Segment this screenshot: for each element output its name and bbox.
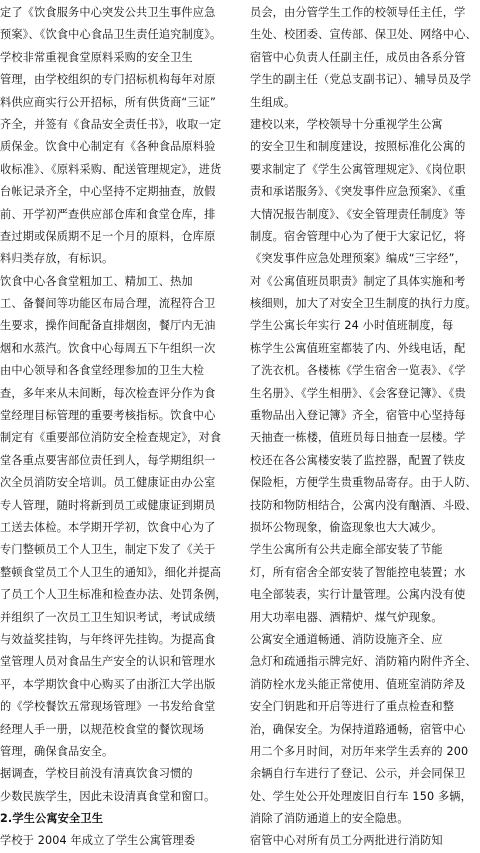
left-column-text-line: 由中心领导和各食堂经理参加的卫生大检 [0, 364, 205, 378]
left-column-text-line: 堂各重点要害部位责任到人，每学期组织一 [0, 453, 216, 467]
right-column-text-line: 学生公寓长年实行 24 小时值班制度，每 [250, 319, 454, 333]
left-column-text-line: 了员工个人卫生标准和检查办法、处罚条例， [0, 588, 227, 602]
right-column-text-line: 安全门钥匙和开启等进行了重点检查和整 [250, 700, 455, 714]
right-column-text-line: 建校以来，学校领导十分重视学生公寓 [250, 117, 443, 131]
left-column-text-line: 次全员消防安全培训。员工健康证由办公室 [0, 476, 216, 490]
left-column-text-line: 前、开学初严查供应部仓库和食堂仓库，排 [0, 207, 216, 221]
left-column-text-line: 烟和水蒸汽。饮食中心每周五下午组织一次 [0, 341, 216, 355]
left-column-text-line: 堂经理目标管理的重要考核指标。饮食中心 [0, 409, 216, 423]
right-column-text-line: 的安全卫生和制度建设，按照标准化公寓的 [250, 140, 466, 154]
left-column-text-line: 查过期或保质期不足一个月的原料，仓库原 [0, 229, 216, 243]
left-column-text-line: 与效益奖挂钩，与年终评先挂钩。为提高食 [0, 632, 216, 646]
right-column-text-line: 生组成。 [250, 95, 296, 109]
section-heading: 2.学生公寓安全卫生 [0, 812, 104, 826]
left-column-text-line: 的《学校餐饮五常现场管理》一书发给食堂 [0, 700, 216, 714]
right-column-text-line: 生处、校团委、宣传部、保卫处、网络中心、 [250, 28, 477, 42]
right-column-text-line: 急灯和疏通指示牌完好、消防箱内附件齐全、 [250, 655, 477, 669]
right-column-text-line: 制度。宿舍管理中心为了便于大家记忆，将 [250, 229, 466, 243]
left-column-text-line: 学校非常重视食堂原料采购的安全卫生 [0, 50, 193, 64]
left-column-text-line: 料供应商实行公开招标，所有供货商“三证” [0, 95, 216, 109]
left-column-text-line: 少数民族学生，因此未设清真食堂和窗口。 [0, 789, 216, 803]
right-column-text-line: 治，确保安全。为保持道路通畅，宿管中心 [250, 722, 466, 736]
left-column-text-line: 管理，由学校组织的专门招标机构每年对原 [0, 73, 216, 87]
right-text-column [250, 2, 480, 848]
right-column-text-line: 用二个多月时间，对历年来学生丢弃的 200 [250, 744, 469, 758]
right-column-text-line: 宿管中心负责人任副主任，成员由各系分管 [250, 50, 466, 64]
left-column-text-line: 堂管理人员对食品生产安全的认识和管理水 [0, 655, 216, 669]
left-column-text-line: 收标准》、《原料采购、配送管理规定》，进货 [0, 162, 222, 176]
right-column-text-line: 了洗衣机。各楼栋《学生宿舍一览表》、《学 [250, 364, 466, 378]
left-column-text-line: 工、备餐间等功能区布局合理，流程符合卫 [0, 297, 216, 311]
left-column-text-line: 并组织了一次员工卫生知识考试，考试成绩 [0, 610, 216, 624]
right-column-text-line: 公寓安全通道畅通、消防设施齐全、应 [250, 632, 443, 646]
left-column-text-line: 管理，确保食品安全。 [0, 744, 114, 758]
left-column-text-line: 整顿食堂员工个人卫生的通知》，细化并提高 [0, 565, 222, 579]
right-column-text-line: 对《公寓值班员职责》制定了具体实施和考 [250, 274, 466, 288]
left-column-text-line: 制定有《重要部位消防安全检查规定》，对食 [0, 431, 222, 445]
right-column-text-line: 处、学生处公开处理废旧自行车 150 多辆， [250, 789, 472, 803]
right-column-text-line: 电全部装表，实行计量管理。公寓内没有使 [250, 588, 466, 602]
right-column-text-line: 员会，由分管学生工作的校领导任主任，学 [250, 6, 466, 19]
right-column-text-line: 校还在各公寓楼安装了监控器，配置了铁皮 [250, 453, 466, 467]
left-column-text-line: 齐全，并签有《食品安全责任书》，收取一定 [0, 117, 222, 131]
left-column-text-line: 据调查，学校目前没有清真饮食习惯的 [0, 767, 193, 781]
left-column-text-line: 料归类存放，有标识。 [0, 252, 114, 266]
right-column-text-line: 技防和物防相结合，公寓内没有酗酒、斗殴、 [250, 498, 477, 512]
left-column-text-line: 查，多年来从未间断，每次检查评分作为食 [0, 386, 216, 400]
right-column-text-line: 损坏公物现象，偷盗现象也大大减少。 [250, 520, 443, 534]
left-column-text-line: 饮食中心各食堂粗加工、精加工、热加 [0, 274, 193, 288]
right-column-text-line: 宿管中心对所有员工分两批进行消防知 [250, 834, 443, 848]
right-column-text-line: 重物品出入登记簿》齐全，宿管中心坚持每 [250, 409, 466, 423]
right-column-text-line: 灯，所有宿舍全部安装了智能控电装置；水 [250, 565, 466, 579]
right-column-text-line: 责和承诺服务》、《突发事件应急预案》、《重 [250, 185, 466, 199]
left-column-text-line: 经理人手一册，以规范校食堂的餐饮现场 [0, 722, 205, 736]
right-column-text-line: 核细则，加大了对安全卫生制度的执行力度。 [250, 297, 477, 311]
left-column-text-line: 专人管理，随时将新到员工或健康证到期员 [0, 498, 216, 512]
left-column-text-line: 专门整顿员工个人卫生，制定下发了《关于 [0, 543, 216, 557]
left-column-text-line: 学校于 2004 年成立了学生公寓管理委 [0, 834, 196, 848]
right-column-text-line: 消除了消防通道上的安全隐患。 [250, 812, 409, 826]
left-column-text-line: 台帐记录齐全，中心坚持不定期抽查，放假 [0, 185, 216, 199]
right-column-text-line: 学生公寓所有公共走廊全部安装了节能 [250, 543, 443, 557]
right-column-text-line: 用大功率电器、酒精炉、煤气炉现象。 [250, 610, 443, 624]
left-column-text-line: 定了《饮食服务中心突发公共卫生事件应急 [0, 6, 216, 19]
left-column-text-line: 平，本学期饮食中心购买了由浙江大学出版 [0, 677, 216, 691]
right-column-text-line: 保险柜，方便学生贵重物品寄存。由于人防、 [250, 476, 477, 490]
left-text-column [0, 2, 237, 848]
right-column-text-line: 余辆自行车进行了登记、公示，并会同保卫 [250, 767, 466, 781]
left-column-text-line: 生要求，操作间配备直排烟囱，餐厅内无油 [0, 319, 216, 333]
left-column-text-line: 预案》、《饮食中心食品卫生责任追究制度》。 [0, 28, 222, 42]
right-column-text-line: 消防栓水龙头能正常使用、值班室消防斧及 [250, 677, 466, 691]
right-column-text-line: 要求制定了《学生公寓管理规定》、《岗位职 [250, 162, 466, 176]
right-column-text-line: 《突发事件应急处理预案》编成“三字经”， [250, 252, 466, 266]
right-column-text-line: 天抽查一栋楼，值班员每日抽查一层楼。学 [250, 431, 466, 445]
right-column-text-line: 学生的副主任（党总支副书记）、辅导员及学 [250, 73, 472, 87]
right-column-text-line: 栋学生公寓值班室都装了内、外线电话，配 [250, 341, 466, 355]
right-column-text-line: 生名册》、《学生相册》、《会客登记簿》、《贵 [250, 386, 466, 400]
left-column-text-line: 质保金。饮食中心制定有《各种食品原料验 [0, 140, 216, 154]
right-column-text-line: 大情况报告制度》、《安全管理责任制度》等 [250, 207, 466, 221]
left-column-text-line: 工送去体检。本学期开学初，饮食中心为了 [0, 520, 216, 534]
